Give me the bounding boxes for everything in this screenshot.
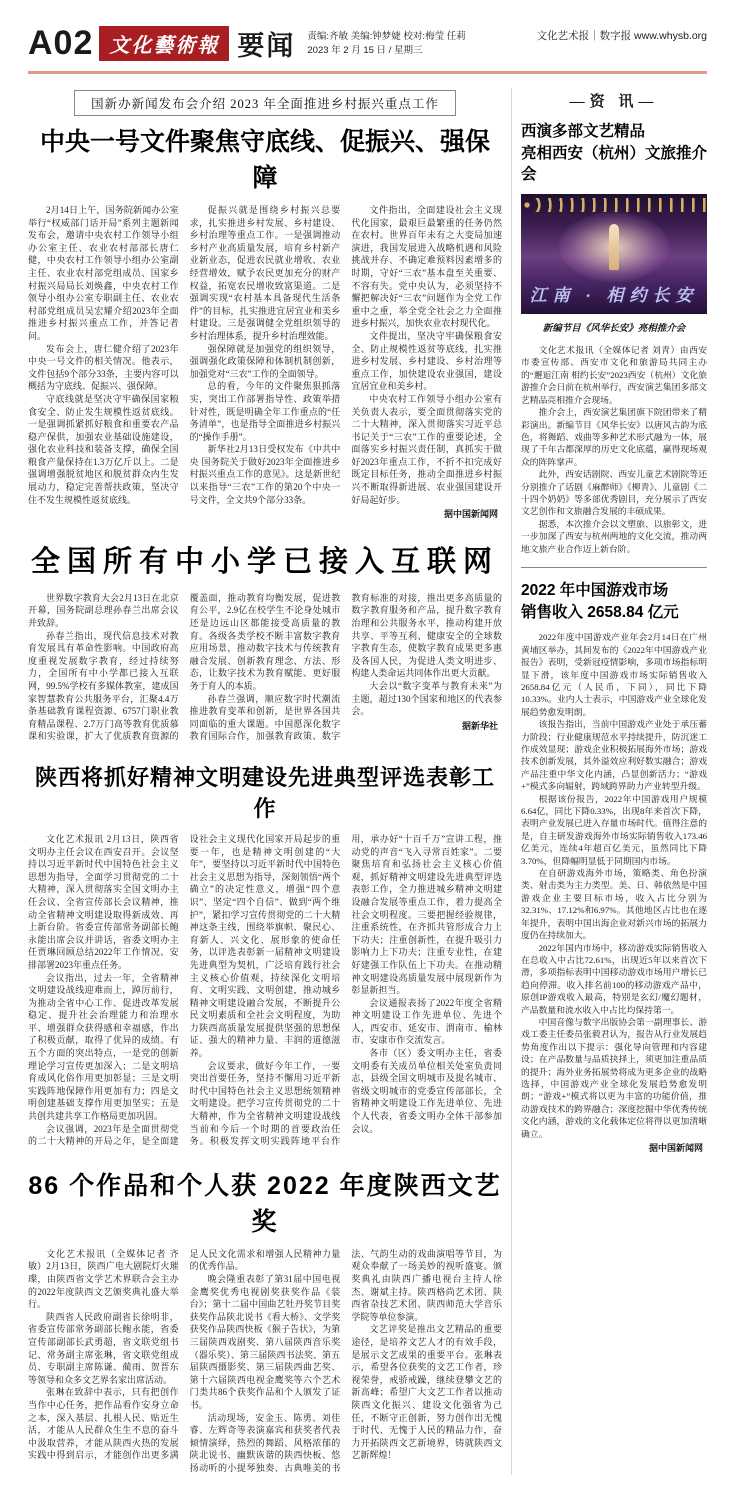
paragraph: 文化艺术报讯（全媒体记者 齐敏）2月13日，陕西广电大剧院灯火璀璨，由陕西省文学艺术界联合会主办的2022年度陕西文艺颁奖典礼盛大举行。 xyxy=(28,1248,179,1310)
paragraph: 发布会上，唐仁健介绍了2023年中央一号文件的相关情况。他表示，文件包括9个部分33条，主要内容可以概括为守底线、促振兴、强保障。 xyxy=(28,343,179,392)
article4-body xyxy=(28,1248,502,1475)
paragraph: 大会以“数字变革与教育未来”为主题，超过130个国家和地区的代表参会。 xyxy=(351,681,502,717)
sidebar-story2-body xyxy=(521,631,707,1154)
section-title: 要闻 xyxy=(237,31,296,61)
article4-headline: 86 个作品和个人获 2022 年度陕西文艺奖 xyxy=(28,1171,502,1236)
paragraph: 晚会隆重表彰了第31届中国电视金鹰奖优秀电视剧奖获奖作品《装台》；第十二届中国曲艺牡丹奖节目奖获奖作品陕北说书《看大桥》、文学奖获奖作品陕西快板《猴子告状》，为第三届陕西戏剧奖、第八届陕西音乐奖（器乐奖）、第三届陕西书法奖、第五届陕西摄影奖、第三届陕西曲艺奖、第十六届陕西电视金鹰奖等六个艺术门类共86个获奖作品和个人颁发了证书。 xyxy=(189,1274,341,1410)
photo-caption: 新编节目《风华长安》亮相推介会 xyxy=(542,324,686,335)
paragraph: 该报告指出，当前中国游戏产业处于承压蓄力阶段；行业健康规范水平持续提升，防沉迷工作成效显现；游戏企业积极拓展海外市场；游戏技术创新发展，其外溢效应利好数实融合；游戏产品注重中华文化内涵，凸显创新活力；“游戏+”模式多向辐射，跨域跨界助力产业转型升级。 xyxy=(521,719,707,792)
headline-line2: 亮相西安（杭州）文旅推介会 xyxy=(521,144,708,184)
attribution: 据中国新闻网 xyxy=(443,509,498,520)
attribution: 据新华社 xyxy=(461,720,498,731)
editors-block xyxy=(307,30,465,58)
editors-line: 责编:齐敏 美编:钟梦婕 校对:梅莹 任莉 xyxy=(307,30,466,42)
content-area xyxy=(28,88,707,1475)
news-sidebar xyxy=(521,88,707,1475)
paragraph: 孙春兰指出，现代信息技术对教育发展具有革命性影响。中国政府高度重视发展数字教育，经过持续努力，全国所有中小学都已接入互联网，99.5%学校有多媒体教室，建成国家智慧教育公共服务平台，汇聚4.4万条基础教育课程资源、6757门职业教育精品课程、2.7万门高等教育优质慕课和实验课，扩大了优质教育资源的覆盖面，推动教育均衡发展，促进教育公平，2.9亿在校学生不论身处城市还是边远山区都能接受高质量的教育。各级各类学校不断丰富数字教育应用场景，推动数字技术与传统教育融合发展、创新教育理念、方法、形态，让数字技术为教育赋能、更好服务于育人的本质。 xyxy=(28,592,341,742)
paragraph: 各市（区）委文明办主任，省委文明委有关成员单位相关处室负责同志，县级全国文明城市及提名城市、省级文明城市的党委宣传部部长，全省精神文明建设工作先进单位、先进个人代表，省委文明办全体干部参加会议。 xyxy=(351,1048,502,1134)
date-line: 2023 年 2 月 15 日 / 星期三 xyxy=(307,44,423,56)
paragraph: 世界数字教育大会2月13日在北京开幕，国务院副总理孙春兰出席会议并致辞。 xyxy=(28,592,179,629)
paragraph: 活动现场，安金玉、陈勇、刘佳睿、左辉奇等表演嘉宾和获奖者代表倾情演绎，热烈的舞蹈、风格浓郁的陕北说书、幽默诙谐的陕西快板、悠扬动听的小提琴独奏、古典唯美的书法、气韵生动的戏曲演唱等节目，为观众奉献了一场美妙的视听盛宴。颁奖典礼由陕西广播电视台主持人徐杰、谢斌主持。陕西格尚艺术团、陕西省杂技艺术团、陕西师范大学音乐学院等单位参演。 xyxy=(189,1248,502,1473)
paragraph: 张琳在致辞中表示，只有把创作当作中心任务，把作品看作安身立命之本，深入基层、扎根人民、贴近生活，才能从人民群众生生不息的奋斗中汲取营养，才能从陕西火热的发展实践中得到启示，才能创作出更多满足人民文化需求和增强人民精神力量的优秀作品。 xyxy=(28,1248,341,1461)
sidebar-story1-headline xyxy=(521,121,707,186)
article-civilization-awards xyxy=(28,761,502,1148)
stage-performance-photo xyxy=(521,194,707,314)
paragraph: 2022年国内市场中，移动游戏实际销售收入在总收入中占比72.61%，出现近5年以来首次下滑，多项指标表明中国移动游戏市场用户增长已趋向停滞。收入排名前100的移动游戏产品中，原创IP游戏收入最高，特别是玄幻/魔幻题材，产品数量和流水收入中占比均保持第一。 xyxy=(521,942,707,1015)
sidebar-divider xyxy=(521,567,707,568)
paragraph: 2月14日上午，国务院新闻办公室举行“权威部门话开局”系列主题新闻发布会，邀请中央农村工作领导小组办公室主任、农业农村部部长唐仁健，中央农村工作领导小组办公室副主任、农业农村部党组成员、国家乡村振兴局局长刘焕鑫，中央农村工作领导小组办公室专职副主任、农业农村部党组成员吴宏耀介绍2023年全面推进乡村振兴重点工作，并答记者问。 xyxy=(28,205,179,341)
stage-backdrop-text: 江南 · 相约长安 xyxy=(529,286,699,306)
paragraph: 强保障就是加强党的组织领导，强调强化政策保障和体制机制创新，加强党对“三农”工作的全面领导。 xyxy=(189,343,341,379)
kicker-wrap xyxy=(28,90,502,116)
article-central-document xyxy=(28,90,502,521)
main-headline: 中央一号文件聚焦守底线、促振兴、强保障 xyxy=(39,128,490,192)
headline-line1: 2022 年中国游戏市场 xyxy=(521,581,669,599)
left-column-area xyxy=(28,88,502,1475)
paragraph: 根据该份报告，2022年中国游戏用户规模6.64亿，同比下降0.33%，出现8年来首次下降，表明产业发展已进入存量市场时代。值得注意的是，自主研发游戏海外市场实际销售收入173.46亿美元，连续4年超百亿美元，虽然同比下降3.70%，但降幅明显低于同期国内市场。 xyxy=(521,793,707,866)
paragraph: 文件提出，坚决守牢确保粮食安全、防止规模性返贫等底线，扎实推进乡村发展、乡村建设、乡村治理等重点工作，加快建设农业强国，建设宜居宜业和美乡村。 xyxy=(351,330,502,392)
paragraph: 中国音像与数字出版协会第一副理事长、游戏工委主任委员张毅君认为，报告从行业发展趋势角度作出以下提示：强化导向管理和内容建设；在产品数量与品质抉择上，须更加注重品质的提升；海外业务拓展势将成为更多企业的战略选择，中国游戏产业全球化发展趋势愈发明朗；“游戏+”模式将以更为丰富的功能价值，推动游戏技术的跨界融合；深度挖掘中华优秀传统文化内涵，游戏的文化载体定位将得以更加清晰确立。 xyxy=(521,1016,707,1139)
article3-headline: 陕西将抓好精神文明建设先进典型评选表彰工作 xyxy=(34,764,495,821)
paragraph: 会议强调，2023年是全面贯彻党的二十大精神的开局之年，是全面建设社会主义现代化国家开局起步的重要一年，也是精神文明创建的“大年”，要坚持以习近平新时代中国特色社会主义思想为指导，深刻领悟“两个确立”的决定性意义，增强“四个意识”、坚定“四个自信”、做到“两个维护”，紧扣学习宣传贯彻党的二十大精神这条主线，围绕举旗帜、聚民心、育新人、兴文化、展形象的使命任务，以评选表彰新一届精神文明建设先进典型为契机，广泛培育践行社会主义核心价值观，持续深化文明培育、文明实践、文明创建，推动城乡精神文明建设融合发展，不断提升公民文明素质和全社会文明程度，为助力陕西高质量发展提供坚强的思想保证、强大的精神力量、丰润的道德滋养。 xyxy=(28,833,341,1147)
paragraph: 促振兴就是围绕乡村振兴总要求，扎实推进乡村发展、乡村建设、乡村治理等重点工作。一是强调推动乡村产业高质量发展，培育乡村新产业新业态，促进农民就业增收、农业经营增效，赋予农民更加充分的财产权益，拓宽农民增收致富渠道。二是强调实现“农村基本具备现代生活条件”的目标，扎实推进宜居宜业和美乡村建设。三是强调健全党组织领导的乡村治理体系，提升乡村治理效能。 xyxy=(189,205,341,341)
paragraph: 在自研游戏海外市场，策略类、角色扮演类、射击类为主力类型。美、日、韩依然是中国游戏企业主要目标市场，收入占比分别为32.31%、17.12%和6.97%。其他地区占比也在逐年提升，表明中国出海企业对新兴市场的拓展力度仍在持续加大。 xyxy=(521,868,707,941)
masthead xyxy=(28,24,707,63)
article3-body xyxy=(28,833,502,1148)
dancer-figure xyxy=(609,224,619,270)
paragraph: 会议通报表扬了2022年度全省精神文明建设工作先进单位、先进个人，西安市、延安市、渭南市、榆林市、安康市作交流发言。 xyxy=(351,997,502,1046)
paragraph: 据悉，本次推介会以文塑旅、以旅彰文，进一步加深了西安与杭州两地的文化交流，推动两地文旅产业合作迈上新台阶。 xyxy=(521,518,707,554)
headline-line2: 销售收入 2658.84 亿元 xyxy=(521,603,679,621)
paragraph: 总的看，今年的文件聚焦狠抓落实，突出工作部署指导性、政策举措针对性，既是明确全年工作重点的“任务清单”，也是指导全面推进乡村振兴的“操作手册”。 xyxy=(189,381,341,442)
paragraph: 中央农村工作领导小组办公室有关负责人表示，要全面贯彻落实党的二十大精神，深入贯彻落实习近平总书记关于“三农”工作的重要论述，全面落实乡村振兴责任制，真抓实干做好2023年重点工作，不折不扣完成好既定目标任务，推动全面推进乡村振兴不断取得新进展、农业强国建设开好局起好步。 xyxy=(351,393,502,505)
article-paragraphs xyxy=(28,204,502,521)
sidebar-story2-headline xyxy=(521,580,707,623)
sidebar-section-label: —资 讯— xyxy=(569,94,659,110)
article-shaanxi-arts-awards xyxy=(28,1166,502,1475)
headline-line1: 西演多部文艺精品 xyxy=(521,123,646,140)
paragraph: 推介会上，西安演艺集团旗下院团带来了精彩演出。新编节目《风华长安》以唐风古韵为底色，将舞蹈、戏曲等多种艺术形式融为一体，展现了千年古都深厚的历史文化底蕴，赢得现场观众的阵阵掌声。 xyxy=(521,407,707,467)
paragraph: 守底线就是坚决守牢确保国家粮食安全、防止发生规模性返贫底线。一是强调抓紧抓好粮食和重要农产品稳产保供，加强农业基础设施建设，强化农业科技和装备支撑，确保全国粮食产量保持在1.3万亿斤以上。二是强调增强脱贫地区和脱贫群众内生发展动力，稳定完善帮扶政策，坚决守住不发生规模性返贫底线。 xyxy=(28,393,179,505)
paragraph: 文化艺术报讯（全媒体记者 刘青）由西安市委宣传部、西安市文化和旅游局共同主办的“邂逅江南 相约长安”2023西安（杭州）文化旅游推介会日前在杭州举行，西安演艺集团多部文艺精品亮相推介会现场。 xyxy=(521,345,707,405)
paragraph: 文件指出，全面建设社会主义现代化国家，最艰巨最繁重的任务仍然在农村。世界百年未有之大变局加速演进，我国发展进入战略机遇和风险挑战并存、不确定难预料因素增多的时期，守好“三农”基本盘至关重要、不容有失。党中央认为，必须坚持不懈把解决好“三农”问题作为全党工作重中之重，举全党全社会之力全面推进乡村振兴，加快农业农村现代化。 xyxy=(351,205,502,329)
article2-body xyxy=(28,592,502,743)
paragraph: 孙春兰强调，顺应数字时代潮流推进教育变革和创新，是世界各国共同面临的重大课题。中国愿深化数字教育国际合作，加强教育政策、数字教育标准的对接，推出更多高质量的数字教育服务和产品，提升数字教育治理和公共服务水平，推动构建开放共享、平等互利、健康安全的全球数字教育生态，使数字教育成果更多惠及各国人民，为促进人类文明进步、构建人类命运共同体作出更大贡献。 xyxy=(189,592,502,742)
paragraph: 会议指出，过去一年，全省精神文明建设战线迎难而上，踔厉前行，为推动全省中心工作、促进改革发展稳定、提升社会治理能力和治理水平、增强群众获得感和幸福感，作出了积极贡献，取得了优异的成绩。有五个方面的突出特点，一是党的创新理论学习宣传更加深入；二是文明培育成风化俗作用更加彰显；三是文明实践阵地保障作用更加有力；四是文明创建基础支撑作用更加坚实；五是共创共建共享工作格局更加巩固。 xyxy=(28,972,179,1122)
article4-paragraphs xyxy=(28,1248,502,1475)
sidebar-story1-body xyxy=(521,344,707,555)
kicker: 国新办新闻发布会介绍 2023 年全面推进乡村振兴重点工作 xyxy=(74,90,456,116)
site-line: 文化艺术报｜数字报 www.whysb.org xyxy=(536,30,707,42)
attribution: 据中国新闻网 xyxy=(648,1143,703,1153)
paragraph: 会议要求，做好今年工作，一要突出首要任务，坚持不懈用习近平新时代中国特色社会主义思想统领精神文明建设。把学习宣传贯彻党的二十大精神，作为全省精神文明建设战线当前和今后一个时期的首要政治任务。积极发挥文明实践阵地平台作用，承办好“十百千万”宣讲工程，推动党的声音“飞入寻常百姓家”。二要聚焦培育和弘扬社会主义核心价值观，抓好精神文明建设先进典型评选表彰工作，全力推进城乡精神文明建设融合发展等重点工作，着力提高全社会文明程度。三要把握经验规律，注重系统性，在齐抓共管形成合力上下功夫；注重创新性，在提升吸引力影响力上下功夫；注重专业性，在建好建强工作队伍上下功夫。在推动精神文明建设高质量发展中展现新作为彰显新担当。 xyxy=(189,833,502,1147)
header-rule xyxy=(28,71,707,74)
sidebar-story1-paragraphs xyxy=(521,344,707,555)
column-divider xyxy=(511,88,512,1475)
sidebar-story-xiyan xyxy=(521,121,707,555)
article-schools-internet xyxy=(28,539,502,743)
article3-paragraphs xyxy=(28,833,502,1148)
paragraph: 文艺评奖是推出文艺精品的重要途径，是培养文艺人才的有效手段，是展示文艺成果的重要平台。张琳表示，希望各位获奖的文艺工作者，珍视荣誉，戒骄戒躁，继续登攀文艺的新高峰；希望广大文艺工作者以推动陕西文化振兴、建设文化强省为己任，不断守正创新，努力创作出无愧于时代、无愧于人民的精品力作，奋力开拓陕西文艺新境界，铸就陕西文艺新辉煌！ xyxy=(351,1324,502,1461)
page-number: A02 xyxy=(28,24,94,62)
paragraph: 新华社2月13日受权发布《中共中央 国务院关于做好2023年全面推进乡村振兴重点工作的意见》。这是新世纪以来指导“三农”工作的第20个中央一号文件，全文共9个部分33条。 xyxy=(189,444,341,505)
paragraph: 2022年度中国游戏产业年会2月14日在广州黄埔区举办，其间发布的《2022年中国游戏产业报告》表明，受新冠疫情影响，多项市场指标明显下滑，该年度中国游戏市场实际销售收入2658.84亿元（人民币，下同），同比下降10.33%。业内人士表示，中国游戏产业全球化发展趋势愈发明朗。 xyxy=(521,632,707,717)
stage-lights xyxy=(521,198,707,212)
article2-headline: 全国所有中小学已接入互联网 xyxy=(30,545,499,578)
sidebar-story2-paragraphs xyxy=(521,631,707,1140)
paragraph: 此外，西安话剧院、西安儿童艺术剧院等还分别推介了话剧《麻醉师》《柳青》、儿童剧《二十四个奶奶》等多部优秀剧目，充分展示了西安文艺创作和文旅融合发展的丰硕成果。 xyxy=(521,469,707,517)
paragraph: 陕西省人民政府副省长徐明非，省委宣传部常务副部长鲍永能，省委宣传部副部长武勇超，省文联党组书记、常务副主席张琳，省文联党组成员、专职副主席陈谦、蔺雨、贺晋东等领导和众多文艺界名家出席活动。 xyxy=(28,1311,179,1385)
newspaper-logo: 文化藝術報 xyxy=(99,26,229,61)
sidebar-story-game-market xyxy=(521,580,707,1154)
article-body xyxy=(28,204,502,521)
paragraph: 文化艺术报讯 2月13日，陕西省文明办主任会议在西安召开。会议坚持以习近平新时代中国特色社会主义思想为指导，全面学习贯彻党的二十大精神，深入贯彻落实全国文明办主任会议、全省宣传部长会议精神，推动全省精神文明建设取得新成效、再上新台阶。省委宣传部常务副部长鲍永能出席会议并讲话，省委文明办主任贾琳回顾总结2022年工作情况、安排部署2023年重点任务。 xyxy=(28,833,179,970)
